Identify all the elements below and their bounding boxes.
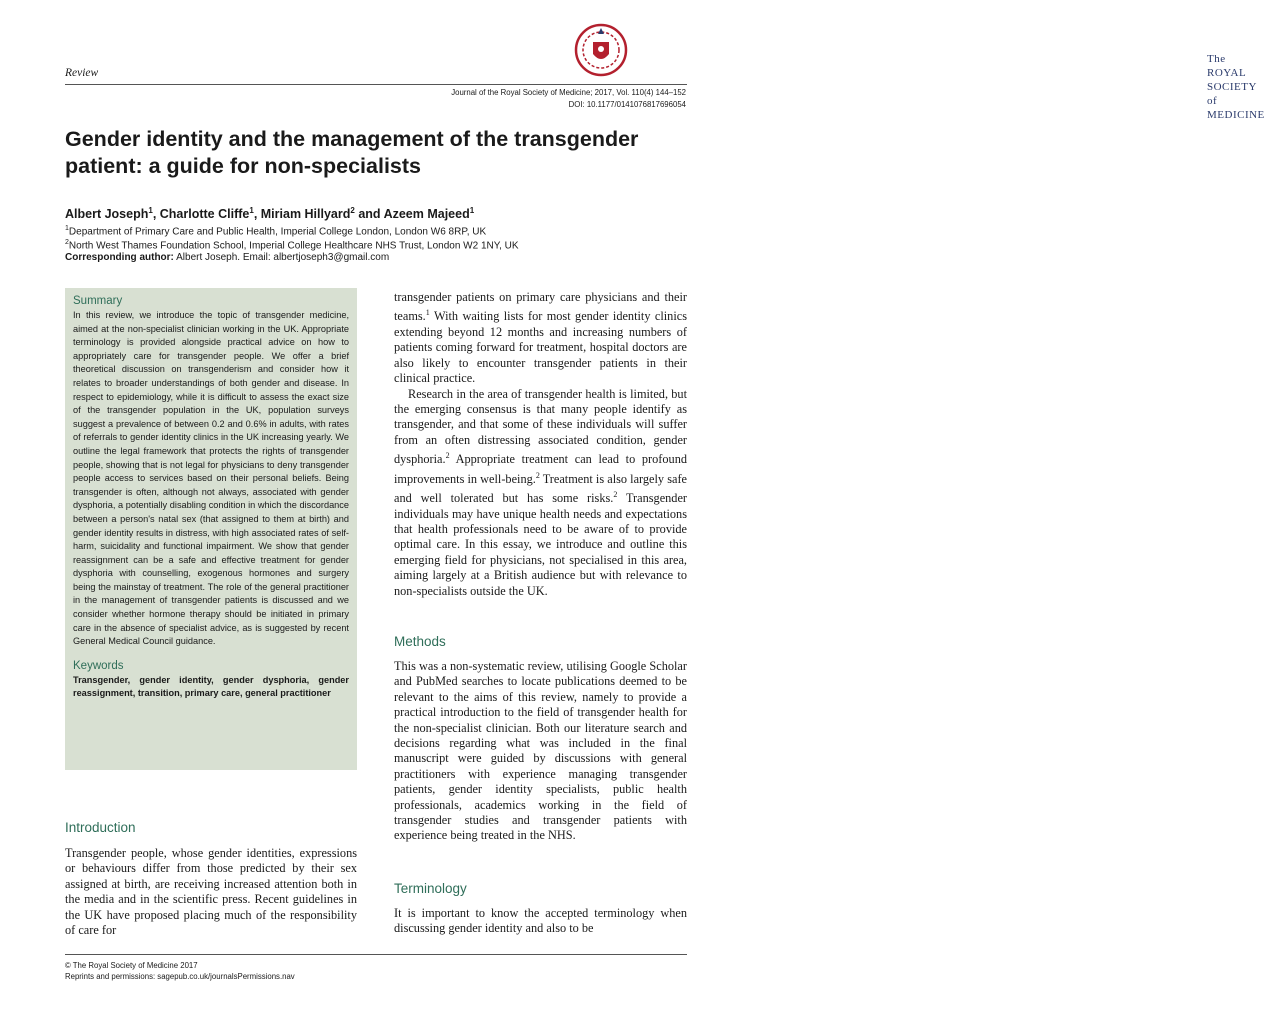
footer-divider xyxy=(65,954,687,955)
summary-text: In this review, we introduce the topic of transgender medicine, aimed at the non-specialist clinician working in the UK. Appropriate terminology is provided alongside practical advice on how to appropriately care for transgender people. We offer a brief theoretical discussion on transgenderism and consider how it relates to broader understandings of both gender and disease. In respect to epidemiology, while it is difficult to assess the exact size of the transgender population in the UK, population surveys suggest a prevalence of between 0.2 and 0.6% in adults, with rates of referrals to gender identity clinics in the UK increasing yearly. We outline the legal framework that protects the rights of transgender people, showing that is not legal for physicians to deny transgender people access to services based on their personal beliefs. Being transgender is often, although not always, associated with gender dysphoria, a potentially disabling condition in which the discordance between a person's natal sex (that assigned to them at birth) and gender identity results in distress, with high associated rates of self-harm, suicidality and functional impairment. We show that gender reassignment can be a safe and effective treatment for gender dysphoria with counselling, exogenous hormones and surgery being the mainstay of treatment. The role of the general practitioner in the management of transgender patients is discussed and we consider whether hormone therapy should be initiated in primary care in the absence of specialist advice, as is suggested by recent General Medical Council guidance. xyxy=(73,310,349,647)
terminology-section xyxy=(394,881,687,937)
author-affiliation-ref: 1 xyxy=(249,206,254,215)
paragraph-text: transgender patients on primary care physicians and their teams. xyxy=(394,290,687,324)
journal-info xyxy=(451,87,686,110)
author-name[interactable]: Albert Joseph xyxy=(65,207,149,222)
terminology-text: It is important to know the accepted terminology when discussing gender identity and also to be xyxy=(394,906,687,936)
methods-section xyxy=(394,634,687,844)
logo-wordmark xyxy=(1207,52,1265,122)
author-affiliation-ref: 1 xyxy=(469,206,475,215)
summary-heading: Summary xyxy=(73,295,123,307)
author-name[interactable]: Azeem Majeed xyxy=(383,207,470,222)
footer xyxy=(65,960,295,982)
header-divider xyxy=(65,84,687,85)
author-affiliation-ref: 1 xyxy=(148,206,153,215)
affiliation xyxy=(65,236,519,252)
paragraph xyxy=(394,290,687,387)
affiliation-text: North West Thames Foundation School, Imperial College Healthcare NHS Trust, London W2 1NY, UK xyxy=(68,240,519,252)
summary-box xyxy=(65,288,357,770)
keywords-heading: Keywords xyxy=(73,659,124,672)
article-title: Gender identity and the management of the transgender patient: a guide for non-specialists xyxy=(65,127,639,178)
author-name[interactable]: Charlotte Cliffe xyxy=(159,207,250,222)
introduction-section xyxy=(65,820,357,938)
paragraph-text: Treatment is also largely safe and well tolerated but has some risks. xyxy=(394,471,687,506)
author-separator: , xyxy=(253,207,261,222)
author-name[interactable]: Miriam Hillyard xyxy=(260,207,351,222)
paragraph-text: With waiting lists for most gender identity clinics extending beyond 12 months and increasing numbers of patients coming forward for treatment, hospital doctors are also likely to encounter transgender patients in their clinical practice. xyxy=(394,309,687,386)
section-label: Review xyxy=(65,67,99,79)
affiliation-number: 1 xyxy=(65,225,69,232)
author-separator: and xyxy=(354,207,384,222)
permissions-link[interactable]: Reprints and permissions: sagepub.co.uk/journalsPermissions.nav xyxy=(65,972,295,981)
right-column xyxy=(394,290,687,599)
author-list xyxy=(65,206,474,221)
introduction-heading: Introduction xyxy=(65,820,136,835)
author-affiliation-ref: 2 xyxy=(350,206,355,215)
paragraph-text: Transgender individuals may have unique health needs and expectations that health professionals need to be aware of to provide optimal care. In this essay, we introduce and outline this emerging field for physicians, not specialised in this area, aiming largely at a British audience but with relevance to non-specialists outside the UK. xyxy=(394,491,687,598)
corresponding-label: Corresponding author: xyxy=(65,252,174,263)
paragraph xyxy=(394,387,687,600)
terminology-heading: Terminology xyxy=(394,881,467,896)
logo-line-2: SOCIETY of xyxy=(1207,81,1257,107)
journal-citation: Journal of the Royal Society of Medicine; 2017, Vol. 110(4) 144–152 xyxy=(451,88,686,97)
corresponding-author xyxy=(65,251,389,264)
doi[interactable]: DOI: 10.1177/0141076817696054 xyxy=(568,99,686,109)
methods-text: This was a non-systematic review, utilising Google Scholar and PubMed searches to locate publications deemed to be relevant to the aims of this review, namely to provide a practical introduction to the field of transgender health for the non-specialist clinician. Both our literature search and decisions regarding what was included in the final manuscript were guided by discussions with general practitioners with experience managing transgender patients, gender identity specialists, public health professionals, academics working in the field of transgender studies and transgender patients with experience being treated in the NHS. xyxy=(394,659,687,843)
citation-ref[interactable]: 2 xyxy=(613,490,618,500)
author-separator: , xyxy=(152,207,160,222)
methods-heading: Methods xyxy=(394,634,446,649)
citation-ref[interactable]: 2 xyxy=(445,451,450,461)
keywords-text: Transgender, gender identity, gender dysphoria, gender reassignment, transition, primary care, general practitioner xyxy=(73,674,349,699)
logo-line-1: The ROYAL xyxy=(1207,53,1247,79)
citation-ref[interactable]: 2 xyxy=(535,470,540,480)
affiliation-text: Department of Primary Care and Public Health, Imperial College London, London W6 8RP, UK xyxy=(68,226,487,238)
copyright: © The Royal Society of Medicine 2017 xyxy=(65,961,198,970)
introduction-text: Transgender people, whose gender identities, expressions or behaviours differ from those predicted by their sex assigned at birth, are receiving increased attention both in the media and in the scientific press. Recent guidelines in the UK have proposed placing much of the responsibility of care for xyxy=(65,846,357,938)
royal-crest-icon xyxy=(572,22,630,78)
logo-line-3: MEDICINE xyxy=(1207,109,1265,121)
paragraph-text: Appropriate treatment can lead to profound improvements in well-being. xyxy=(394,452,687,486)
corresponding-details[interactable]: Albert Joseph. Email: albertjoseph3@gmail.com xyxy=(173,252,390,263)
affiliation-number: 2 xyxy=(65,239,69,246)
citation-ref[interactable]: 1 xyxy=(425,308,430,318)
paragraph-text: Research in the area of transgender health is limited, but the emerging consensus is that many people identify as transgender, and that some of these individuals will suffer from an often distressing associated condition, gender dysphoria. xyxy=(394,386,687,467)
